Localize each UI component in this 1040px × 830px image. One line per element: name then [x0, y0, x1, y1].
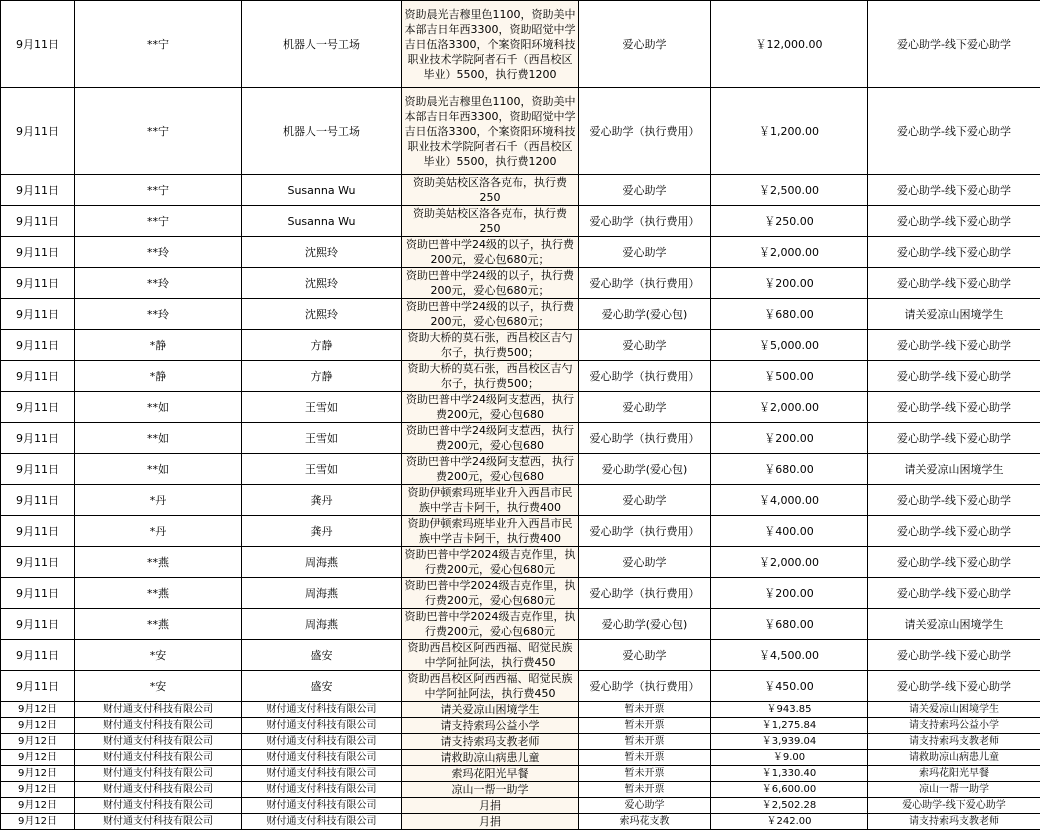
cell-date: 9月11日: [1, 516, 75, 547]
cell-purpose: 资助巴普中学24级的以子，执行费200元，爱心包680元；: [402, 299, 579, 330]
cell-type: 暂未开票: [579, 750, 711, 766]
cell-project: 请关爱凉山困境学生: [868, 609, 1040, 640]
cell-type: 爱心助学: [579, 392, 711, 423]
table-row: [1, 485, 1040, 516]
cell-donor: *静: [75, 361, 242, 392]
cell-purpose: 凉山一帮一助学: [402, 782, 579, 798]
cell-type: 爱心助学: [579, 640, 711, 671]
cell-project: 爱心助学-线下爱心助学: [868, 578, 1040, 609]
cell-amount: ￥2,000.00: [711, 237, 868, 268]
cell-amount: ￥242.00: [711, 814, 868, 830]
cell-amount: ￥1,275.84: [711, 718, 868, 734]
cell-recipient: 机器人一号工场: [242, 88, 402, 175]
cell-amount: ￥200.00: [711, 578, 868, 609]
cell-donor: 财付通支付科技有限公司: [75, 798, 242, 814]
cell-donor: 财付通支付科技有限公司: [75, 718, 242, 734]
cell-purpose: 月捐: [402, 798, 579, 814]
cell-type: 爱心助学: [579, 798, 711, 814]
cell-project: 请关爱凉山困境学生: [868, 454, 1040, 485]
table-row: [1, 640, 1040, 671]
cell-purpose: 请关爱凉山困境学生: [402, 702, 579, 718]
table-row: [1, 798, 1040, 814]
cell-project: 请关爱凉山困境学生: [868, 702, 1040, 718]
cell-amount: ￥1,200.00: [711, 88, 868, 175]
cell-amount: ￥4,000.00: [711, 485, 868, 516]
cell-purpose: 资助西昌校区阿西西福、昭觉民族中学阿扯阿法，执行费450: [402, 640, 579, 671]
table-row: [1, 268, 1040, 299]
cell-recipient: 周海燕: [242, 578, 402, 609]
cell-donor: **燕: [75, 547, 242, 578]
cell-project: 爱心助学-线下爱心助学: [868, 268, 1040, 299]
cell-date: 9月11日: [1, 609, 75, 640]
cell-recipient: 财付通支付科技有限公司: [242, 782, 402, 798]
cell-date: 9月11日: [1, 206, 75, 237]
table-row: [1, 718, 1040, 734]
table-row: [1, 454, 1040, 485]
cell-recipient: 方静: [242, 330, 402, 361]
cell-recipient: 周海燕: [242, 609, 402, 640]
cell-donor: 财付通支付科技有限公司: [75, 814, 242, 830]
table-row: [1, 766, 1040, 782]
cell-recipient: 沈熙玲: [242, 237, 402, 268]
cell-recipient: 财付通支付科技有限公司: [242, 718, 402, 734]
cell-amount: ￥200.00: [711, 423, 868, 454]
table-row: [1, 814, 1040, 830]
table-row: [1, 392, 1040, 423]
cell-recipient: 龚丹: [242, 516, 402, 547]
cell-type: 暂未开票: [579, 734, 711, 750]
cell-date: 9月11日: [1, 268, 75, 299]
cell-purpose: 资助大桥的莫石张，西昌校区吉勺尔子，执行费500；: [402, 361, 579, 392]
cell-purpose: 索玛花阳光早餐: [402, 766, 579, 782]
cell-type: 爱心助学(爱心包): [579, 454, 711, 485]
cell-date: 9月11日: [1, 237, 75, 268]
cell-donor: *安: [75, 640, 242, 671]
cell-purpose: 月捐: [402, 814, 579, 830]
cell-project: 爱心助学-线下爱心助学: [868, 423, 1040, 454]
cell-type: 索玛花支教: [579, 814, 711, 830]
cell-type: 爱心助学（执行费用）: [579, 578, 711, 609]
cell-type: 爱心助学（执行费用）: [579, 206, 711, 237]
cell-date: 9月11日: [1, 361, 75, 392]
table-row: [1, 547, 1040, 578]
cell-amount: ￥500.00: [711, 361, 868, 392]
cell-recipient: 沈熙玲: [242, 268, 402, 299]
cell-amount: ￥2,500.00: [711, 175, 868, 206]
cell-date: 9月11日: [1, 578, 75, 609]
cell-project: 爱心助学-线下爱心助学: [868, 88, 1040, 175]
cell-donor: **燕: [75, 578, 242, 609]
table-row: [1, 1, 1040, 88]
cell-amount: ￥400.00: [711, 516, 868, 547]
cell-project: 请关爱凉山困境学生: [868, 299, 1040, 330]
cell-donor: 财付通支付科技有限公司: [75, 750, 242, 766]
cell-purpose: 资助巴普中学2024级吉克作里，执行费200元，爱心包680元: [402, 609, 579, 640]
cell-date: 9月11日: [1, 1, 75, 88]
table-row: [1, 423, 1040, 454]
cell-type: 爱心助学（执行费用）: [579, 268, 711, 299]
cell-type: 爱心助学(爱心包): [579, 609, 711, 640]
cell-recipient: Susanna Wu: [242, 175, 402, 206]
cell-recipient: 财付通支付科技有限公司: [242, 734, 402, 750]
cell-donor: **如: [75, 454, 242, 485]
cell-date: 9月12日: [1, 734, 75, 750]
cell-recipient: 方静: [242, 361, 402, 392]
cell-amount: ￥200.00: [711, 268, 868, 299]
cell-donor: 财付通支付科技有限公司: [75, 702, 242, 718]
cell-recipient: 龚丹: [242, 485, 402, 516]
cell-recipient: 周海燕: [242, 547, 402, 578]
cell-project: 爱心助学-线下爱心助学: [868, 330, 1040, 361]
cell-project: 爱心助学-线下爱心助学: [868, 361, 1040, 392]
cell-purpose: 资助美姑校区洛各克布，执行费250: [402, 175, 579, 206]
cell-recipient: 盛安: [242, 671, 402, 702]
cell-purpose: 资助巴普中学24级的以子，执行费200元，爱心包680元；: [402, 268, 579, 299]
cell-amount: ￥3,939.04: [711, 734, 868, 750]
table-body: [1, 1, 1040, 830]
cell-type: 爱心助学（执行费用）: [579, 88, 711, 175]
cell-donor: **玲: [75, 299, 242, 330]
table-row: [1, 702, 1040, 718]
cell-amount: ￥2,000.00: [711, 392, 868, 423]
cell-date: 9月12日: [1, 766, 75, 782]
cell-purpose: 资助巴普中学24级阿支惹西，执行费200元，爱心包680: [402, 423, 579, 454]
cell-recipient: 机器人一号工场: [242, 1, 402, 88]
cell-purpose: 资助巴普中学24级阿支惹西，执行费200元，爱心包680: [402, 392, 579, 423]
cell-donor: **宁: [75, 175, 242, 206]
table-row: [1, 237, 1040, 268]
cell-project: 爱心助学-线下爱心助学: [868, 392, 1040, 423]
cell-amount: ￥250.00: [711, 206, 868, 237]
cell-project: 爱心助学-线下爱心助学: [868, 516, 1040, 547]
cell-amount: ￥450.00: [711, 671, 868, 702]
cell-amount: ￥943.85: [711, 702, 868, 718]
cell-purpose: 资助巴普中学2024级吉克作里，执行费200元，爱心包680元: [402, 547, 579, 578]
cell-amount: ￥680.00: [711, 454, 868, 485]
cell-amount: ￥4,500.00: [711, 640, 868, 671]
cell-purpose: 资助巴普中学2024级吉克作里，执行费200元，爱心包680元: [402, 578, 579, 609]
cell-project: 请支持索玛公益小学: [868, 718, 1040, 734]
cell-recipient: 财付通支付科技有限公司: [242, 750, 402, 766]
cell-donor: **玲: [75, 237, 242, 268]
cell-project: 爱心助学-线下爱心助学: [868, 671, 1040, 702]
cell-donor: **燕: [75, 609, 242, 640]
cell-purpose: 资助伊顿索玛班毕业升入西昌市民族中学吉卡阿干，执行费400: [402, 516, 579, 547]
cell-date: 9月11日: [1, 547, 75, 578]
cell-purpose: 请支持索玛支教老师: [402, 734, 579, 750]
cell-type: 爱心助学: [579, 175, 711, 206]
cell-type: 爱心助学（执行费用）: [579, 516, 711, 547]
cell-project: 爱心助学-线下爱心助学: [868, 175, 1040, 206]
cell-date: 9月11日: [1, 454, 75, 485]
cell-recipient: 盛安: [242, 640, 402, 671]
cell-amount: ￥12,000.00: [711, 1, 868, 88]
cell-donor: **宁: [75, 1, 242, 88]
cell-amount: ￥5,000.00: [711, 330, 868, 361]
cell-purpose: 请支持索玛公益小学: [402, 718, 579, 734]
cell-purpose: 资助大桥的莫石张，西昌校区吉勺尔子，执行费500；: [402, 330, 579, 361]
cell-type: 暂未开票: [579, 718, 711, 734]
table-row: [1, 361, 1040, 392]
cell-donor: 财付通支付科技有限公司: [75, 766, 242, 782]
cell-donor: **如: [75, 392, 242, 423]
table-row: [1, 175, 1040, 206]
table-row: [1, 671, 1040, 702]
cell-donor: 财付通支付科技有限公司: [75, 734, 242, 750]
cell-recipient: Susanna Wu: [242, 206, 402, 237]
cell-purpose: 资助晨光吉穆里色1100，资助美中本部吉日年西3300，资助昭觉中学吉日伍洛3300，个案资阳环境科技职业技术学院阿者石千（西昌校区毕业）5500，执行费1200: [402, 88, 579, 175]
cell-date: 9月11日: [1, 423, 75, 454]
cell-project: 爱心助学-线下爱心助学: [868, 237, 1040, 268]
table-row: [1, 609, 1040, 640]
cell-type: 暂未开票: [579, 766, 711, 782]
cell-date: 9月12日: [1, 718, 75, 734]
table-row: [1, 299, 1040, 330]
cell-date: 9月12日: [1, 702, 75, 718]
cell-donor: *丹: [75, 485, 242, 516]
table-row: [1, 516, 1040, 547]
cell-type: 爱心助学(爱心包): [579, 299, 711, 330]
table-row: [1, 330, 1040, 361]
cell-type: 爱心助学: [579, 330, 711, 361]
cell-date: 9月11日: [1, 88, 75, 175]
cell-project: 爱心助学-线下爱心助学: [868, 640, 1040, 671]
cell-donor: *丹: [75, 516, 242, 547]
cell-donor: **如: [75, 423, 242, 454]
cell-amount: ￥680.00: [711, 299, 868, 330]
cell-project: 请救助凉山病患儿童: [868, 750, 1040, 766]
cell-recipient: 王雪如: [242, 392, 402, 423]
cell-amount: ￥2,502.28: [711, 798, 868, 814]
cell-purpose: 资助美姑校区洛各克布，执行费250: [402, 206, 579, 237]
cell-donor: **宁: [75, 88, 242, 175]
table-row: [1, 734, 1040, 750]
cell-recipient: 王雪如: [242, 423, 402, 454]
cell-type: 爱心助学（执行费用）: [579, 361, 711, 392]
table-row: [1, 782, 1040, 798]
cell-purpose: 资助巴普中学24级阿支惹西，执行费200元，爱心包680: [402, 454, 579, 485]
cell-purpose: 资助伊顿索玛班毕业升入西昌市民族中学吉卡阿干，执行费400: [402, 485, 579, 516]
table-row: [1, 206, 1040, 237]
cell-recipient: 财付通支付科技有限公司: [242, 702, 402, 718]
cell-date: 9月11日: [1, 299, 75, 330]
table-row: [1, 750, 1040, 766]
cell-recipient: 财付通支付科技有限公司: [242, 798, 402, 814]
cell-recipient: 财付通支付科技有限公司: [242, 766, 402, 782]
cell-type: 爱心助学: [579, 237, 711, 268]
cell-purpose: 资助巴普中学24级的以子，执行费200元，爱心包680元；: [402, 237, 579, 268]
cell-type: 爱心助学: [579, 547, 711, 578]
cell-amount: ￥9.00: [711, 750, 868, 766]
cell-date: 9月12日: [1, 798, 75, 814]
cell-date: 9月11日: [1, 330, 75, 361]
cell-amount: ￥6,600.00: [711, 782, 868, 798]
cell-project: 爱心助学-线下爱心助学: [868, 798, 1040, 814]
cell-type: 爱心助学（执行费用）: [579, 671, 711, 702]
cell-recipient: 王雪如: [242, 454, 402, 485]
cell-date: 9月11日: [1, 485, 75, 516]
cell-project: 请支持索玛支教老师: [868, 814, 1040, 830]
cell-type: 爱心助学: [579, 485, 711, 516]
cell-type: 暂未开票: [579, 782, 711, 798]
cell-project: 爱心助学-线下爱心助学: [868, 1, 1040, 88]
cell-date: 9月11日: [1, 175, 75, 206]
cell-project: 凉山一帮一助学: [868, 782, 1040, 798]
cell-donor: *静: [75, 330, 242, 361]
cell-project: 索玛花阳光早餐: [868, 766, 1040, 782]
cell-date: 9月11日: [1, 671, 75, 702]
cell-project: 爱心助学-线下爱心助学: [868, 485, 1040, 516]
cell-type: 爱心助学: [579, 1, 711, 88]
cell-donor: *安: [75, 671, 242, 702]
cell-amount: ￥680.00: [711, 609, 868, 640]
table-row: [1, 578, 1040, 609]
cell-project: 请支持索玛支教老师: [868, 734, 1040, 750]
cell-project: 爱心助学-线下爱心助学: [868, 547, 1040, 578]
cell-date: 9月11日: [1, 392, 75, 423]
cell-date: 9月12日: [1, 814, 75, 830]
table-row: [1, 88, 1040, 175]
cell-type: 爱心助学（执行费用）: [579, 423, 711, 454]
cell-recipient: 财付通支付科技有限公司: [242, 814, 402, 830]
cell-donor: 财付通支付科技有限公司: [75, 782, 242, 798]
cell-recipient: 沈熙玲: [242, 299, 402, 330]
cell-amount: ￥1,330.40: [711, 766, 868, 782]
cell-type: 暂未开票: [579, 702, 711, 718]
cell-donor: **玲: [75, 268, 242, 299]
cell-date: 9月12日: [1, 750, 75, 766]
cell-date: 9月11日: [1, 640, 75, 671]
cell-donor: **宁: [75, 206, 242, 237]
cell-purpose: 资助晨光吉穆里色1100，资助美中本部吉日年西3300，资助昭觉中学吉日伍洛3300，个案资阳环境科技职业技术学院阿者石千（西昌校区毕业）5500，执行费1200: [402, 1, 579, 88]
cell-date: 9月12日: [1, 782, 75, 798]
cell-purpose: 资助西昌校区阿西西福、昭觉民族中学阿扯阿法，执行费450: [402, 671, 579, 702]
cell-purpose: 请救助凉山病患儿童: [402, 750, 579, 766]
cell-project: 爱心助学-线下爱心助学: [868, 206, 1040, 237]
cell-amount: ￥2,000.00: [711, 547, 868, 578]
